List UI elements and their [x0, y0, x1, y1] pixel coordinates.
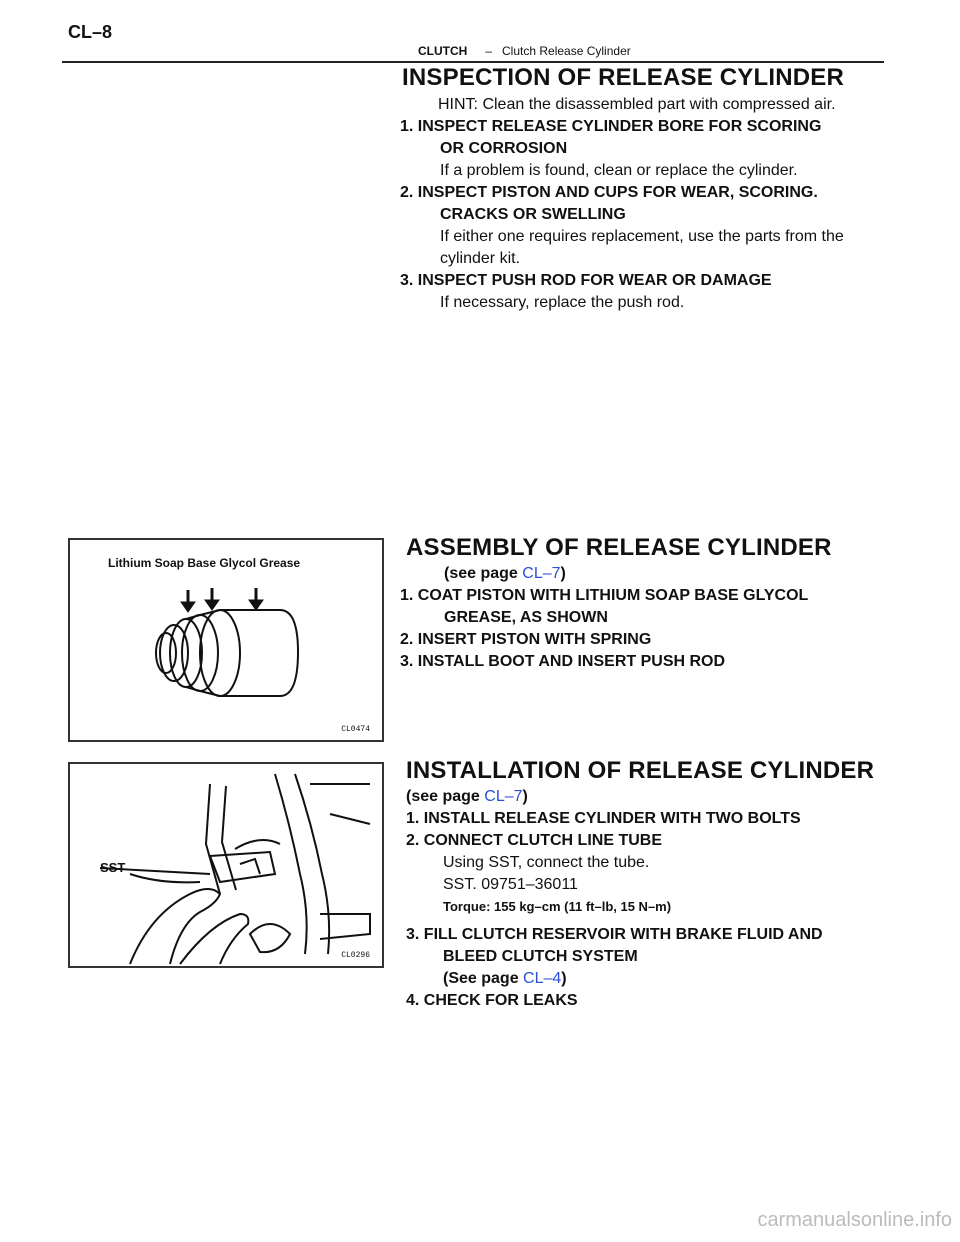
inspection-step-2: 2. INSPECT PISTON AND CUPS FOR WEAR, SCORING. [400, 184, 818, 201]
header-separator: – [485, 44, 493, 58]
running-header [418, 44, 631, 58]
grease-figure-caption: Lithium Soap Base Glycol Grease [108, 556, 301, 570]
link-cl-4[interactable]: CL–4 [523, 970, 562, 987]
see-page-suffix: ) [561, 970, 567, 987]
installation-figure-code: CL0296 [341, 951, 370, 960]
installation-section [406, 757, 874, 785]
installation-step-4: 4. CHECK FOR LEAKS [406, 992, 578, 1009]
watermark: carmanualsonline.info [757, 1209, 952, 1231]
assembly-step-3: 3. INSTALL BOOT AND INSERT PUSH ROD [400, 653, 726, 670]
assembly-body [400, 563, 808, 673]
grease-figure-code: CL0474 [341, 725, 370, 734]
assembly-step-1-cont: GREASE, AS SHOWN [444, 609, 608, 626]
page-number: CL–8 [68, 22, 113, 42]
installation-step-3: 3. FILL CLUTCH RESERVOIR WITH BRAKE FLUID AND [406, 926, 823, 943]
installation-step-1: 1. INSTALL RELEASE CYLINDER WITH TWO BOLTS [406, 810, 801, 827]
inspection-step-2-text: If either one requires replacement, use the parts from the [440, 228, 844, 245]
inspection-body [400, 94, 844, 314]
see-page-prefix: (See page [443, 970, 524, 987]
see-page-suffix: ) [560, 565, 566, 582]
torque-spec: Torque: 155 kg–cm (11 ft–lb, 15 N–m) [443, 899, 672, 914]
inspection-step-2-cont: CRACKS OR SWELLING [440, 206, 626, 223]
inspection-step-3-text: If necessary, replace the push rod. [440, 294, 685, 311]
inspection-hint: HINT: Clean the disassembled part with compressed air. [438, 96, 836, 113]
assembly-step-2: 2. INSERT PISTON WITH SPRING [400, 631, 652, 648]
inspection-step-1-cont: OR CORROSION [440, 140, 568, 157]
inspection-title: INSPECTION OF RELEASE CYLINDER [402, 64, 845, 91]
installation-see-page [406, 786, 823, 808]
inspection-step-1: 1. INSPECT RELEASE CYLINDER BORE FOR SCORING [400, 118, 822, 135]
inspection-step-1-text: If a problem is found, clean or replace the cylinder. [440, 162, 798, 179]
assembly-see-page [400, 563, 808, 585]
header-rule [62, 61, 884, 63]
installation-step-3-cont: BLEED CLUTCH SYSTEM [443, 948, 638, 965]
see-page-prefix: (see page [444, 565, 523, 582]
grease-arrows-icon [181, 588, 263, 612]
assembly-title: ASSEMBLY OF RELEASE CYLINDER [406, 534, 832, 561]
installation-figure [68, 762, 384, 968]
installation-step-3-see-page [406, 968, 823, 990]
see-page-prefix: (see page [406, 788, 485, 805]
assembly-section [406, 534, 832, 562]
inspection-step-3: 3. INSPECT PUSH ROD FOR WEAR OR DAMAGE [400, 272, 772, 289]
see-page-suffix: ) [522, 788, 528, 805]
sst-number: SST. 09751–36011 [443, 876, 578, 893]
subsection-name: Clutch Release Cylinder [502, 44, 631, 58]
assembly-step-1: 1. COAT PISTON WITH LITHIUM SOAP BASE GLYCOL [400, 587, 809, 604]
installation-body [406, 786, 823, 1012]
section-name: CLUTCH [418, 44, 468, 58]
installation-step-2: 2. CONNECT CLUTCH LINE TUBE [406, 832, 662, 849]
piston-illustration [70, 540, 382, 740]
grease-figure [68, 538, 384, 742]
inspection-section [402, 64, 844, 92]
installation-title: INSTALLATION OF RELEASE CYLINDER [406, 757, 875, 784]
link-cl-7[interactable]: CL–7 [484, 788, 523, 805]
inspection-step-2-text-cont: cylinder kit. [440, 250, 521, 267]
installation-step-2-text: Using SST, connect the tube. [443, 854, 650, 871]
sst-label: SST [100, 860, 126, 875]
link-cl-7[interactable]: CL–7 [522, 565, 561, 582]
